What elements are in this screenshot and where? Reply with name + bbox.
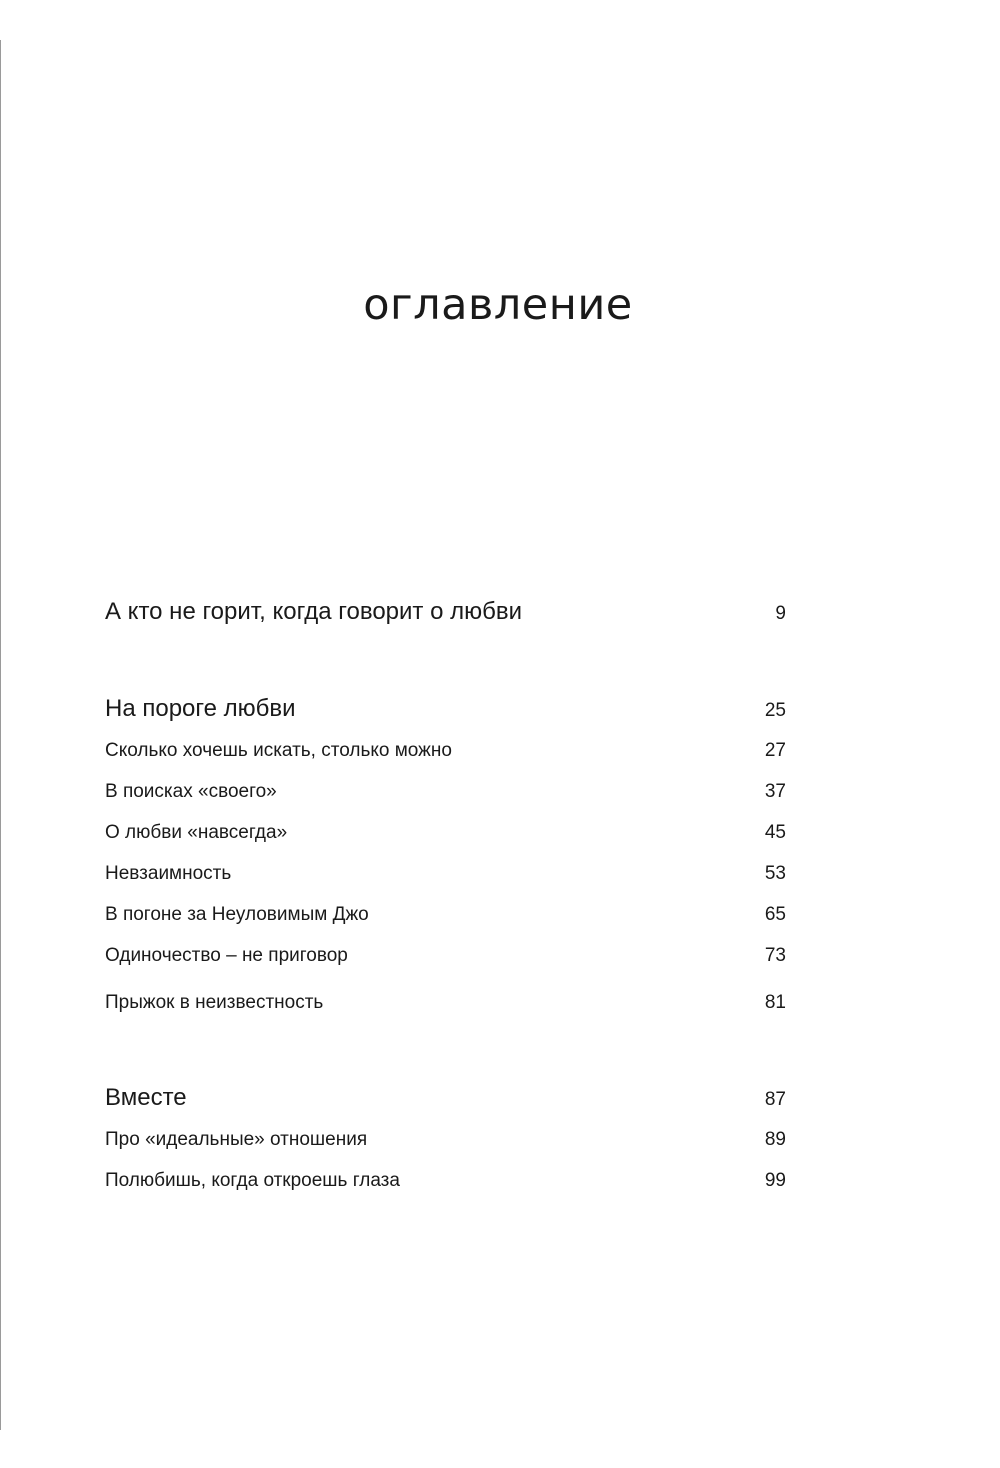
- toc-entry-label: Невзаимность: [105, 863, 232, 884]
- toc-entry-label: На пороге любви: [105, 695, 296, 722]
- toc-entry-label: Полюбишь, когда откроешь глаза: [105, 1170, 400, 1191]
- toc-entry-label: В поисках «своего»: [105, 781, 277, 802]
- toc-entry-page: 37: [764, 781, 786, 802]
- toc-entry-label: А кто не горит, когда говорит о любви: [105, 598, 522, 625]
- toc-entry-page: 73: [764, 945, 786, 966]
- toc-entry-page: 89: [764, 1129, 786, 1150]
- toc-entry-part: [105, 695, 786, 723]
- toc-entry-page: 9: [775, 603, 786, 624]
- toc-entry-page: 25: [764, 700, 786, 721]
- toc-entry-label: Вместе: [105, 1084, 187, 1111]
- toc-entry-chapter: [105, 1129, 786, 1151]
- toc-entry-page: 81: [764, 992, 786, 1013]
- toc-entry-label: В погоне за Неуловимым Джо: [105, 904, 369, 925]
- toc-entry-part: [105, 1084, 786, 1112]
- toc-entry-label: Одиночество – не приговор: [105, 945, 348, 966]
- toc-entry-page: 27: [764, 740, 786, 761]
- toc-title: оглавление: [363, 280, 633, 330]
- toc-entry-chapter: [105, 1170, 786, 1192]
- toc-entry-page: 45: [764, 822, 786, 843]
- toc-entry-label: Прыжок в неизвестность: [105, 992, 324, 1013]
- toc-entry-page: 53: [764, 863, 786, 884]
- toc-entry-page: 65: [764, 904, 786, 925]
- toc-entry-chapter: [105, 992, 786, 1014]
- toc-entry-chapter: [105, 863, 786, 885]
- toc-entry-chapter: [105, 781, 786, 803]
- toc-entry-chapter: [105, 740, 786, 762]
- toc-entry-page: 87: [764, 1089, 786, 1110]
- page-edge-line: [0, 40, 1, 1430]
- toc-entry-label: Про «идеальные» отношения: [105, 1129, 368, 1150]
- toc-entry-page: 99: [764, 1170, 786, 1191]
- toc-entry-chapter: [105, 945, 786, 967]
- toc-entry-label: Сколько хочешь искать, столько можно: [105, 740, 452, 761]
- toc-entry-chapter: [105, 822, 786, 844]
- toc-entry-part: [105, 598, 786, 626]
- toc-entry-label: О любви «навсегда»: [105, 822, 288, 843]
- toc-entry-chapter: [105, 904, 786, 926]
